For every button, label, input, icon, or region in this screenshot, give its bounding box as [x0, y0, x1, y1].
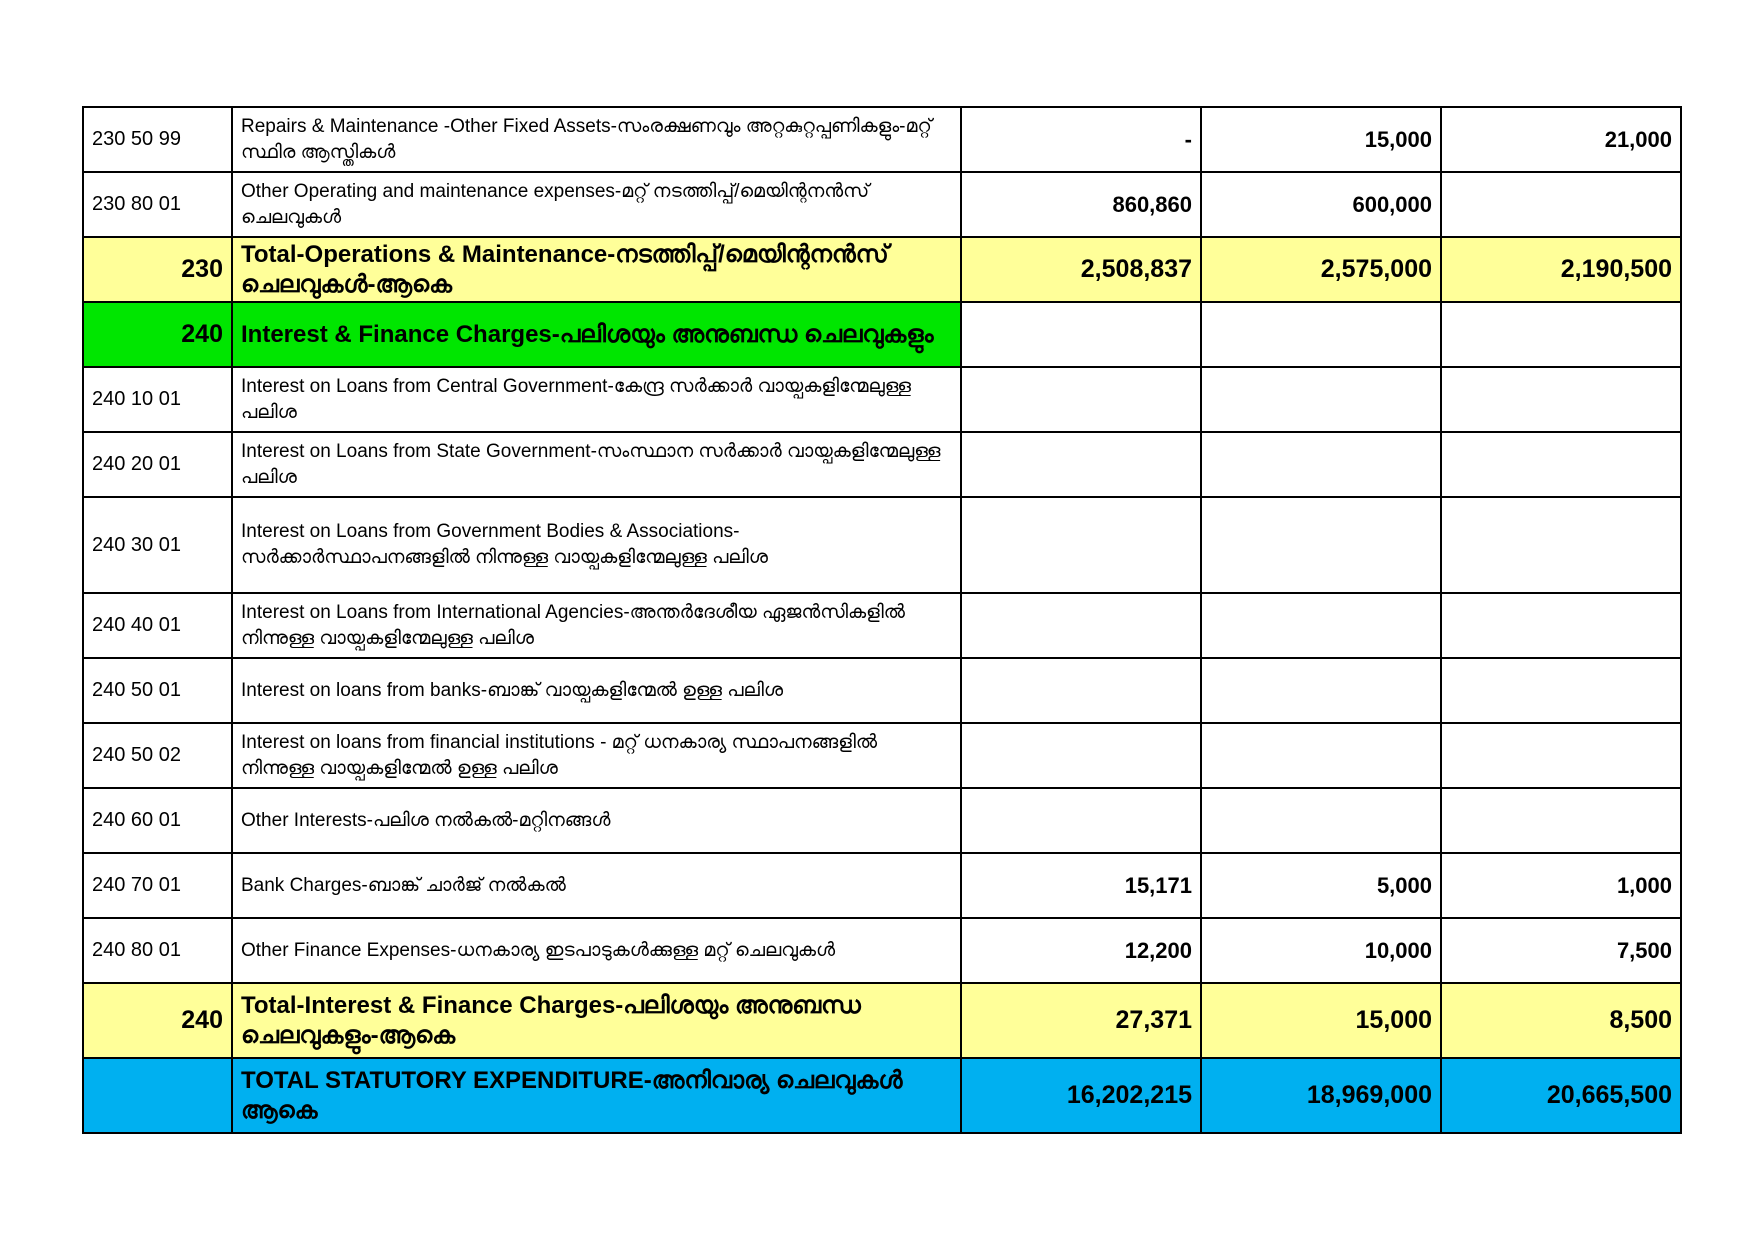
account-code: 240 60 01: [83, 788, 232, 853]
account-description: TOTAL STATUTORY EXPENDITURE-അനിവാര്യ ചെലവുകൾ ആകെ: [232, 1058, 961, 1133]
table-row: [83, 172, 1681, 237]
account-description: Repairs & Maintenance -Other Fixed Assets-സംരക്ഷണവും അറ്റകുറ്റപ്പണികളും-മറ്റ് സ്ഥിര ആസ്തികൾ: [232, 107, 961, 172]
amount-col-2: [1201, 432, 1441, 497]
expenditure-table: [82, 106, 1682, 1134]
amount-col-3: [1441, 302, 1681, 367]
amount-col-1: 12,200: [961, 918, 1201, 983]
amount-col-2: [1201, 302, 1441, 367]
amount-col-1: 860,860: [961, 172, 1201, 237]
amount-col-2: 10,000: [1201, 918, 1441, 983]
amount-col-3: 1,000: [1441, 853, 1681, 918]
account-code: 240 10 01: [83, 367, 232, 432]
amount-col-2: [1201, 723, 1441, 788]
account-code: 240 40 01: [83, 593, 232, 658]
amount-col-1: 15,171: [961, 853, 1201, 918]
account-code: 230: [83, 237, 232, 302]
account-description: Interest on loans from banks-ബാങ്ക് വായ്പകളിന്മേൽ ഉള്ള പലിശ: [232, 658, 961, 723]
amount-col-1: [961, 593, 1201, 658]
amount-col-2: 2,575,000: [1201, 237, 1441, 302]
amount-col-1: [961, 788, 1201, 853]
amount-col-1: 27,371: [961, 983, 1201, 1058]
table-row: [83, 723, 1681, 788]
account-description: Interest on Loans from State Government-സംസ്ഥാന സർക്കാർ വായ്പകളിന്മേലുള്ള പലിശ: [232, 432, 961, 497]
amount-col-3: [1441, 172, 1681, 237]
table-row: [83, 107, 1681, 172]
table-row: [83, 788, 1681, 853]
account-code: 240 50 02: [83, 723, 232, 788]
amount-col-1: [961, 723, 1201, 788]
table-row: [83, 432, 1681, 497]
subtotal-row: [83, 237, 1681, 302]
account-code: 240 30 01: [83, 497, 232, 593]
amount-col-3: [1441, 723, 1681, 788]
table-row: [83, 853, 1681, 918]
account-description: Interest on Loans from Central Government-കേന്ദ്ര സർക്കാർ വായ്പകളിന്മേലുള്ള പലിശ: [232, 367, 961, 432]
account-code: 240: [83, 302, 232, 367]
amount-col-2: [1201, 497, 1441, 593]
amount-col-1: 2,508,837: [961, 237, 1201, 302]
amount-col-2: 600,000: [1201, 172, 1441, 237]
amount-col-3: 21,000: [1441, 107, 1681, 172]
account-description: Bank Charges-ബാങ്ക് ചാർജ് നൽകൽ: [232, 853, 961, 918]
amount-col-3: 20,665,500: [1441, 1058, 1681, 1133]
account-description: Other Interests-പലിശ നൽകൽ-മറ്റിനങ്ങൾ: [232, 788, 961, 853]
amount-col-3: [1441, 788, 1681, 853]
amount-col-3: 8,500: [1441, 983, 1681, 1058]
amount-col-2: [1201, 367, 1441, 432]
table-row: [83, 918, 1681, 983]
amount-col-2: 18,969,000: [1201, 1058, 1441, 1133]
amount-col-2: 15,000: [1201, 107, 1441, 172]
amount-col-1: [961, 302, 1201, 367]
account-code: [83, 1058, 232, 1133]
table-row: [83, 497, 1681, 593]
table-row: [83, 658, 1681, 723]
account-code: 230 50 99: [83, 107, 232, 172]
amount-col-2: 15,000: [1201, 983, 1441, 1058]
amount-col-3: [1441, 593, 1681, 658]
amount-col-3: [1441, 658, 1681, 723]
account-code: 240: [83, 983, 232, 1058]
account-code: 240 70 01: [83, 853, 232, 918]
amount-col-2: [1201, 593, 1441, 658]
section-heading-row: [83, 302, 1681, 367]
amount-col-2: [1201, 658, 1441, 723]
amount-col-1: 16,202,215: [961, 1058, 1201, 1133]
grand-total-row: [83, 1058, 1681, 1133]
amount-col-1: -: [961, 107, 1201, 172]
account-description: Interest & Finance Charges-പലിശയും അനുബന്ധ ചെലവുകളും: [232, 302, 961, 367]
account-description: Other Finance Expenses-ധനകാര്യ ഇടപാടുകൾക്കുള്ള മറ്റ് ചെലവുകൾ: [232, 918, 961, 983]
account-description: Interest on Loans from Government Bodies & Associations-സർക്കാർസ്ഥാപനങ്ങളിൽ നിന്നുള്ള വായ്പകളിന്മേലുള്ള പലിശ: [232, 497, 961, 593]
subtotal-row: [83, 983, 1681, 1058]
table-row: [83, 367, 1681, 432]
account-description: Other Operating and maintenance expenses-മറ്റ് നടത്തിപ്പ്/മെയിന്റനൻസ് ചെലവുകൾ: [232, 172, 961, 237]
amount-col-2: [1201, 788, 1441, 853]
account-code: 240 20 01: [83, 432, 232, 497]
amount-col-3: 2,190,500: [1441, 237, 1681, 302]
table-row: [83, 593, 1681, 658]
amount-col-3: 7,500: [1441, 918, 1681, 983]
amount-col-3: [1441, 367, 1681, 432]
account-description: Interest on loans from financial institutions - മറ്റ് ധനകാര്യ സ്ഥാപനങ്ങളിൽ നിന്നുള്ള വായ്പകളിന്മേൽ ഉള്ള പലിശ: [232, 723, 961, 788]
account-description: Total-Operations & Maintenance-നടത്തിപ്പ്/മെയിന്റനൻസ് ചെലവുകൾ-ആകെ: [232, 237, 961, 302]
amount-col-3: [1441, 497, 1681, 593]
account-code: 240 50 01: [83, 658, 232, 723]
amount-col-1: [961, 497, 1201, 593]
account-code: 240 80 01: [83, 918, 232, 983]
account-description: Interest on Loans from International Agencies-അന്തർദേശീയ ഏജൻസികളിൽ നിന്നുള്ള വായ്പകളിന്മേലുള്ള പലിശ: [232, 593, 961, 658]
amount-col-2: 5,000: [1201, 853, 1441, 918]
account-description: Total-Interest & Finance Charges-പലിശയും അനുബന്ധ ചെലവുകളും-ആകെ: [232, 983, 961, 1058]
amount-col-1: [961, 658, 1201, 723]
amount-col-1: [961, 367, 1201, 432]
amount-col-1: [961, 432, 1201, 497]
account-code: 230 80 01: [83, 172, 232, 237]
amount-col-3: [1441, 432, 1681, 497]
